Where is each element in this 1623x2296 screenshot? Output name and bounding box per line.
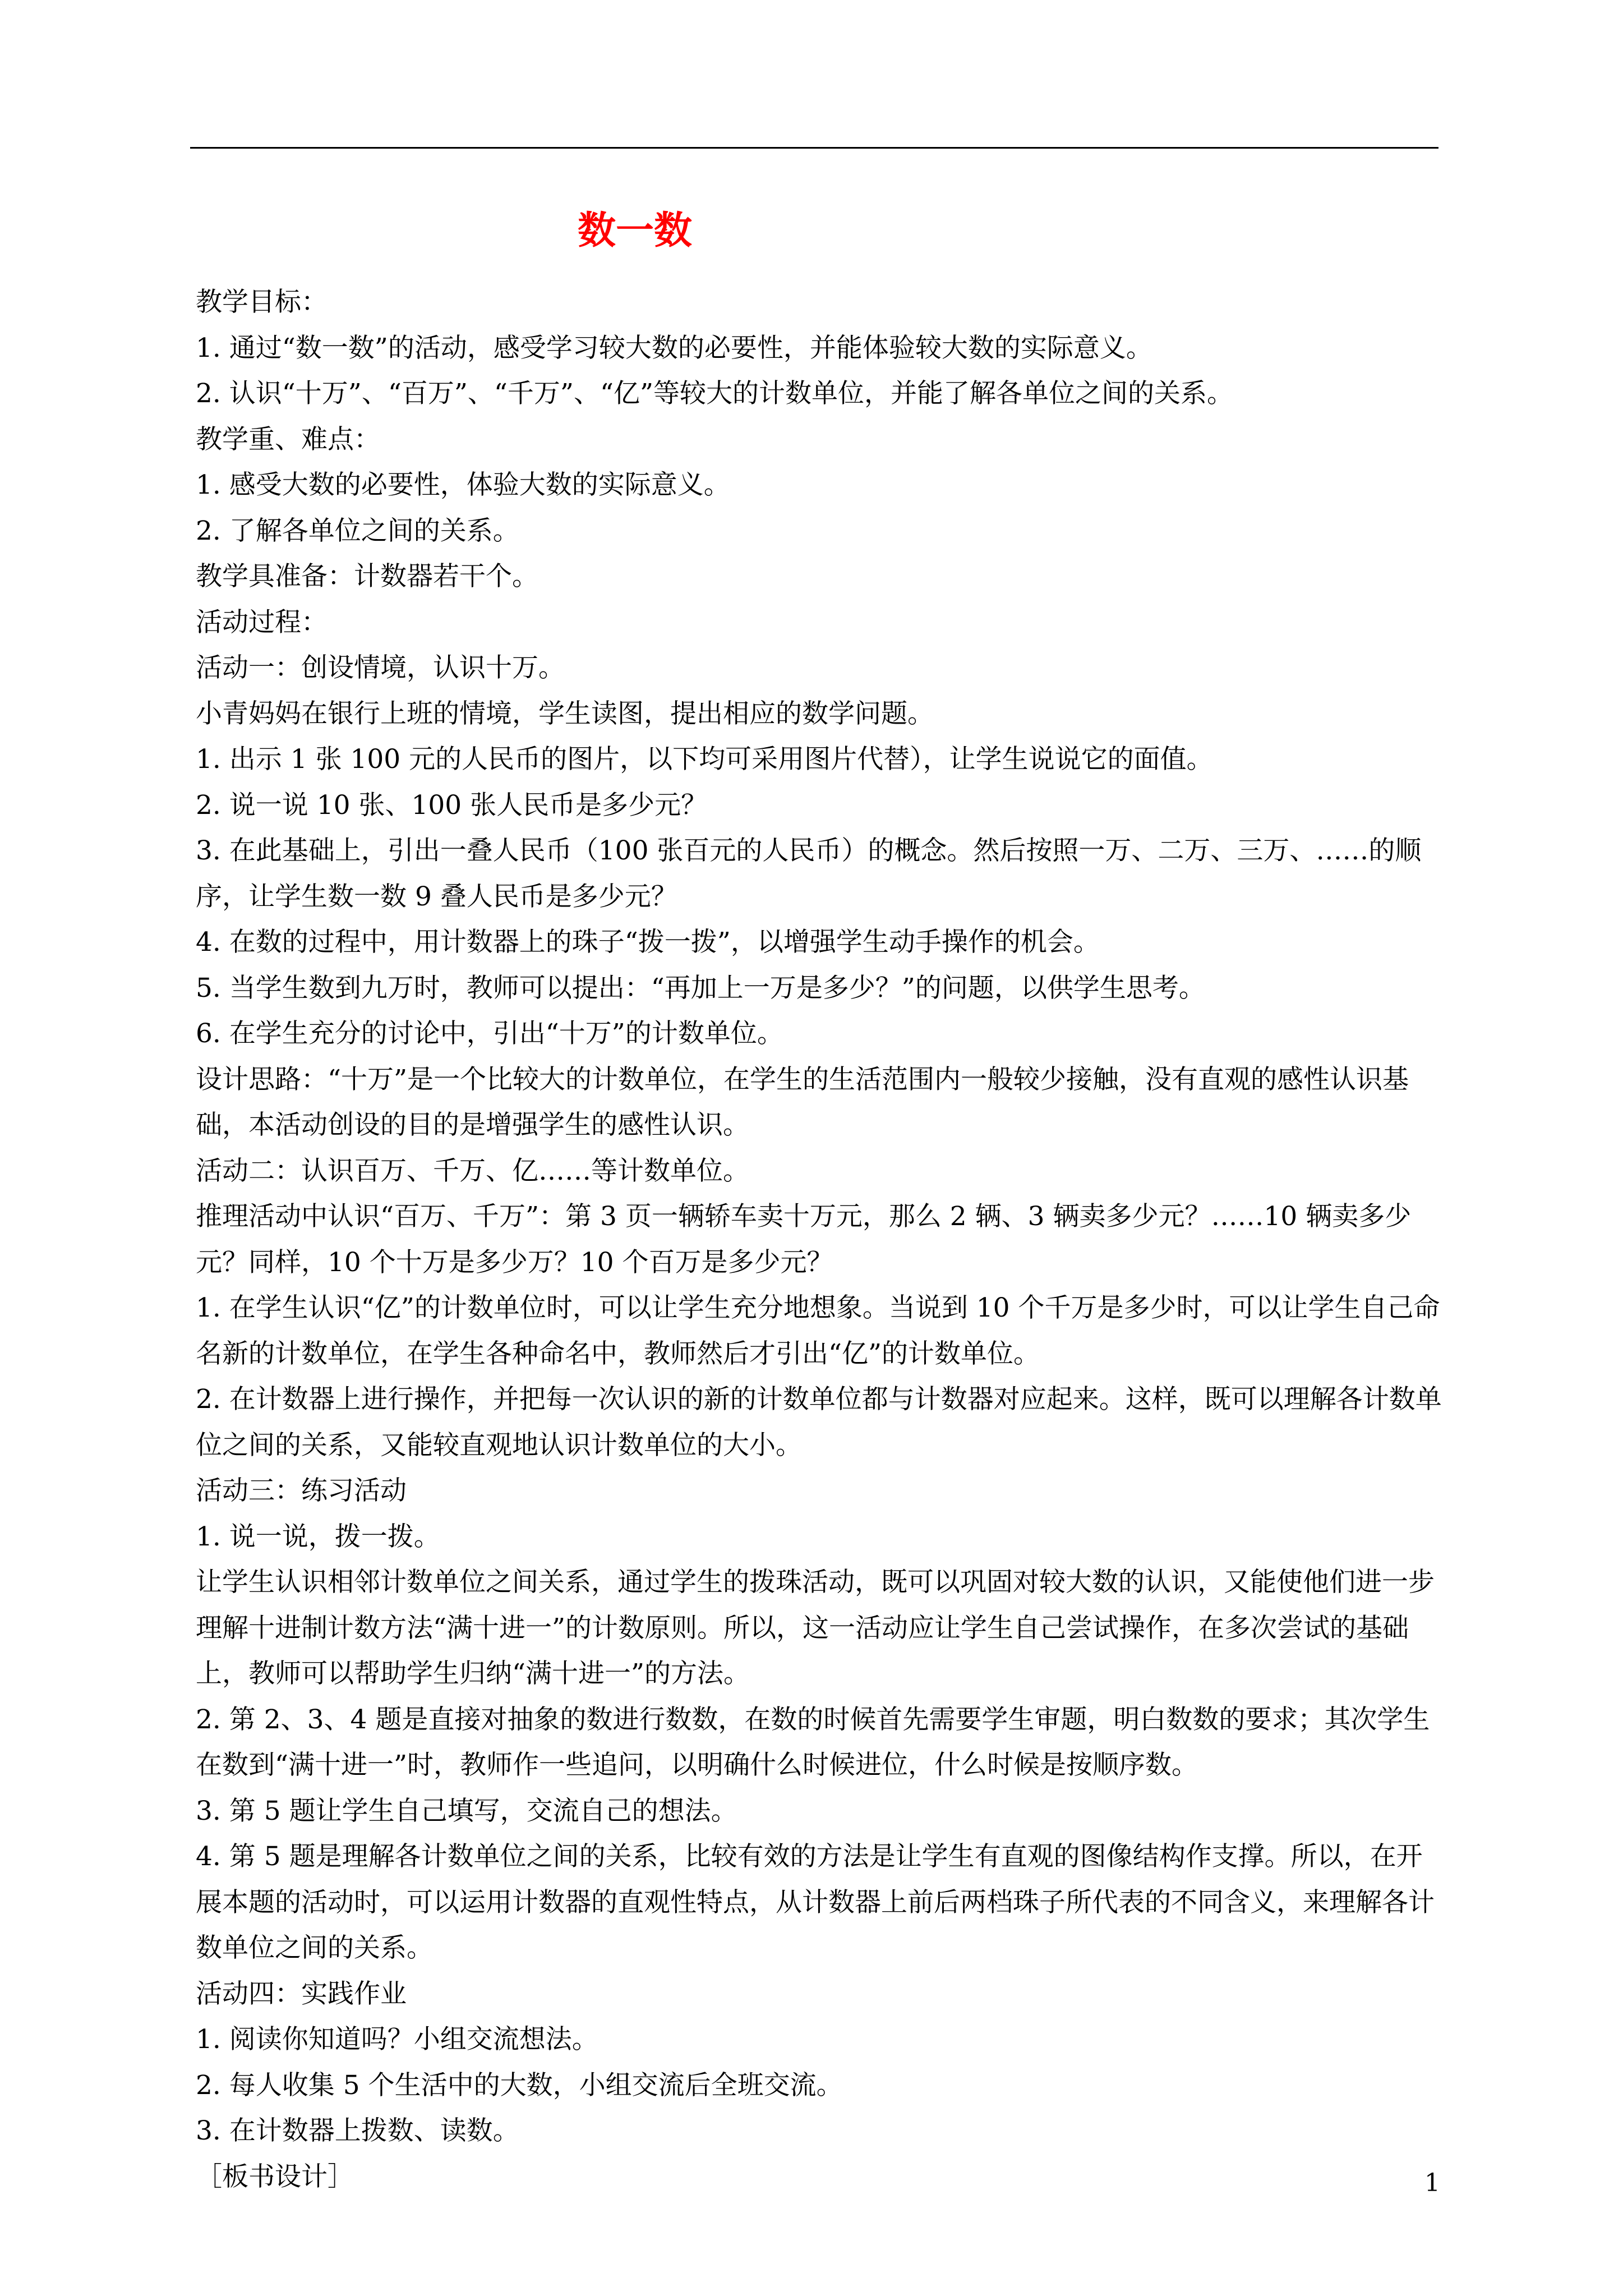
activity-1-step-2: 2. 说一说 10 张、100 张人民币是多少元？ <box>196 789 708 821</box>
activity-3-step-1-detail: 让学生认识相邻计数单位之间关系，通过学生的拨珠活动，既可以巩固对较大数的认识，又能使他们进一步理解十进制计数方法“满十进一”的计数原则。所以，这一活动应让学生自己尝试操作，在多次尝试的基础上，教师可以帮助学生归纳“满十进一”的方法。 <box>196 1567 1435 1689</box>
section-heading-key-points: 教学重、难点： <box>196 424 380 455</box>
header-rule <box>190 147 1438 149</box>
activity-4-step-2: 2. 每人收集 5 个生活中的大数，小组交流后全班交流。 <box>196 2069 843 2101</box>
activity-1-intro: 小青妈妈在银行上班的情境，学生读图，提出相应的数学问题。 <box>196 698 934 729</box>
activity-1-design-notes: 设计思路：“十万”是一个比较大的计数单位，在学生的生活范围内一般较少接触，没有直观的感性认识基础，本活动创设的目的是增强学生的感性认识。 <box>196 1064 1409 1140</box>
key-point-item-2: 2. 了解各单位之间的关系。 <box>196 515 519 546</box>
activity-4-step-1: 1. 阅读你知道吗？小组交流想法。 <box>196 2024 598 2055</box>
activity-3-heading: 活动三：练习活动 <box>196 1475 407 1506</box>
document-title: 数一数 <box>578 209 693 253</box>
activity-1-step-3: 3. 在此基础上，引出一叠人民币（100 张百元的人民币）的概念。然后按照一万、二万、三万、……的顺序，让学生数一数 9 叠人民币是多少元？ <box>196 835 1422 912</box>
activity-1-heading: 活动一：创设情境，认识十万。 <box>196 652 565 683</box>
activity-3-step-4: 4. 第 5 题是理解各计数单位之间的关系，比较有效的方法是让学生有直观的图像结构作支撑。所以，在开展本题的活动时，可以运用计数器的直观性特点，从计数器上前后两档珠子所代表的不同含义，来理解各计数单位之间的关系。 <box>196 1841 1435 1963</box>
activity-3-step-1: 1. 说一说，拨一拨。 <box>196 1521 440 1552</box>
board-design-heading: ［板书设计］ <box>196 2161 354 2192</box>
activity-2-step-2: 2. 在计数器上进行操作，并把每一次认识的新的计数单位都与计数器对应起来。这样，既可以理解各计数单位之间的关系，又能较直观地认识计数单位的大小。 <box>196 1384 1442 1461</box>
page-number: 1 <box>1424 2169 1440 2197</box>
objective-item-2: 2. 认识“十万”、“百万”、“千万”、“亿”等较大的计数单位，并能了解各单位之间的关系。 <box>196 378 1234 409</box>
activity-2-step-1: 1. 在学生认识“亿”的计数单位时，可以让学生充分地想象。当说到 10 个千万是多少时，可以让学生自己命名新的计数单位，在学生各种命名中，教师然后才引出“亿”的计数单位。 <box>196 1292 1440 1369</box>
activity-4-step-3: 3. 在计数器上拨数、读数。 <box>196 2115 519 2146</box>
activity-1-step-6: 6. 在学生充分的讨论中，引出“十万”的计数单位。 <box>196 1018 783 1049</box>
document-body <box>196 279 1446 2200</box>
activity-3-step-3: 3. 第 5 题让学生自己填写，交流自己的想法。 <box>196 1795 737 1826</box>
key-point-item-1: 1. 感受大数的必要性，体验大数的实际意义。 <box>196 470 730 500</box>
section-heading-objectives: 教学目标： <box>196 287 328 318</box>
objective-item-1: 1. 通过“数一数”的活动，感受学习较大数的必要性，并能体验较大数的实际意义。 <box>196 332 1152 364</box>
activity-1-step-1: 1. 出示 1 张 100 元的人民币的图片，以下均可采用图片代替），让学生说说它的面值。 <box>196 744 1213 775</box>
activity-1-step-4: 4. 在数的过程中，用计数器上的珠子“拨一拨”，以增强学生动手操作的机会。 <box>196 927 1100 958</box>
activity-2-heading: 活动二：认识百万、千万、亿……等计数单位。 <box>196 1155 749 1186</box>
activity-4-heading: 活动四：实践作业 <box>196 1978 407 2009</box>
materials-line: 教学具准备：计数器若干个。 <box>196 561 538 592</box>
activity-3-step-2: 2. 第 2、3、4 题是直接对抽象的数进行数数，在数的时候首先需要学生审题，明白数数的要求；其次学生在数到“满十进一”时，教师作一些追问，以明确什么时候进位，什么时候是按顺序数。 <box>196 1704 1430 1780</box>
activity-2-intro: 推理活动中认识“百万、千万”：第 3 页一辆轿车卖十万元，那么 2 辆、3 辆卖多少元？……10 辆卖多少元？同样，10 个十万是多少万？10 个百万是多少元？ <box>196 1201 1412 1278</box>
activity-1-step-5: 5. 当学生数到九万时，教师可以提出：“再加上一万是多少？”的问题，以供学生思考。 <box>196 972 1205 1004</box>
section-heading-process: 活动过程： <box>196 606 328 638</box>
